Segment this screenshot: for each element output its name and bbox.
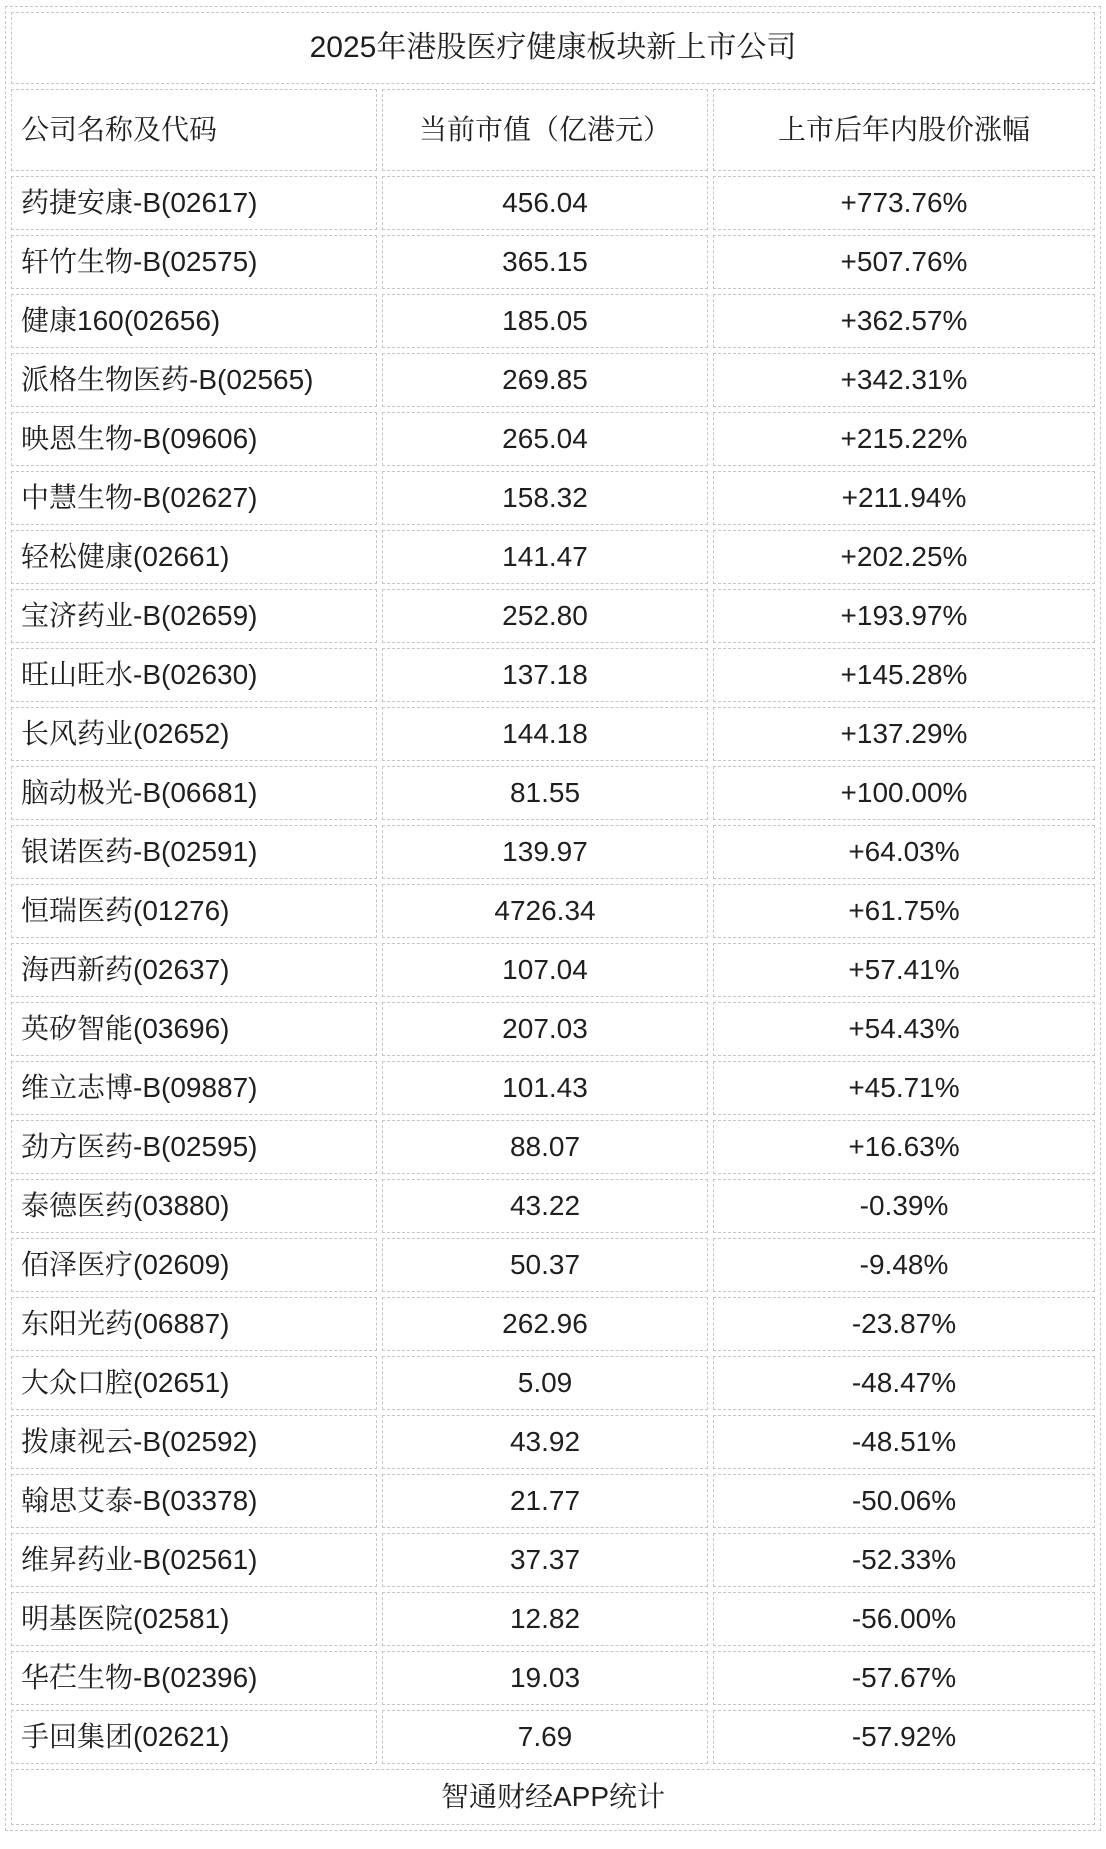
- price-change-cell: +57.41%: [713, 943, 1095, 997]
- table-head: [11, 12, 1095, 171]
- market-cap-cell: 144.18: [382, 707, 708, 761]
- market-cap-cell: 139.97: [382, 825, 708, 879]
- price-change-cell: +16.63%: [713, 1120, 1095, 1174]
- table-foot: [11, 1769, 1095, 1825]
- market-cap-cell: 141.47: [382, 530, 708, 584]
- table-row: [11, 1002, 1095, 1056]
- price-change-cell: +54.43%: [713, 1002, 1095, 1056]
- header-row: [11, 89, 1095, 171]
- market-cap-cell: 262.96: [382, 1297, 708, 1351]
- table-row: [11, 1297, 1095, 1351]
- company-name-cell: 轻松健康(02661): [11, 530, 377, 584]
- company-name-cell: 药捷安康-B(02617): [11, 176, 377, 230]
- table-row: [11, 884, 1095, 938]
- source-attribution: 智通财经APP统计: [11, 1769, 1095, 1825]
- table-row: [11, 530, 1095, 584]
- price-change-cell: -56.00%: [713, 1592, 1095, 1646]
- company-name-cell: 银诺医药-B(02591): [11, 825, 377, 879]
- company-name-cell: 大众口腔(02651): [11, 1356, 377, 1410]
- company-name-cell: 中慧生物-B(02627): [11, 471, 377, 525]
- price-change-cell: +45.71%: [713, 1061, 1095, 1115]
- table-row: [11, 1533, 1095, 1587]
- table-row: [11, 1710, 1095, 1764]
- market-cap-cell: 269.85: [382, 353, 708, 407]
- table-row: [11, 1415, 1095, 1469]
- company-name-cell: 拨康视云-B(02592): [11, 1415, 377, 1469]
- table-row: [11, 353, 1095, 407]
- company-name-cell: 泰德医药(03880): [11, 1179, 377, 1233]
- company-name-cell: 健康160(02656): [11, 294, 377, 348]
- market-cap-cell: 456.04: [382, 176, 708, 230]
- table-row: [11, 943, 1095, 997]
- title-row: [11, 12, 1095, 84]
- table-row: [11, 1651, 1095, 1705]
- company-name-cell: 明基医院(02581): [11, 1592, 377, 1646]
- table-title: 2025年港股医疗健康板块新上市公司: [11, 12, 1095, 84]
- market-cap-cell: 43.92: [382, 1415, 708, 1469]
- price-change-cell: +507.76%: [713, 235, 1095, 289]
- company-name-cell: 恒瑞医药(01276): [11, 884, 377, 938]
- company-name-cell: 东阳光药(06887): [11, 1297, 377, 1351]
- market-cap-cell: 158.32: [382, 471, 708, 525]
- column-header-company: 公司名称及代码: [11, 89, 377, 171]
- market-cap-cell: 37.37: [382, 1533, 708, 1587]
- market-cap-cell: 185.05: [382, 294, 708, 348]
- market-cap-cell: 81.55: [382, 766, 708, 820]
- column-header-change: 上市后年内股价涨幅: [713, 89, 1095, 171]
- market-cap-cell: 252.80: [382, 589, 708, 643]
- company-name-cell: 脑动极光-B(06681): [11, 766, 377, 820]
- market-cap-cell: 19.03: [382, 1651, 708, 1705]
- table-row: [11, 176, 1095, 230]
- price-change-cell: +215.22%: [713, 412, 1095, 466]
- new-listings-table: [5, 6, 1101, 1831]
- price-change-cell: -57.67%: [713, 1651, 1095, 1705]
- company-name-cell: 旺山旺水-B(02630): [11, 648, 377, 702]
- market-cap-cell: 50.37: [382, 1238, 708, 1292]
- company-name-cell: 劲方医药-B(02595): [11, 1120, 377, 1174]
- table-body: [11, 176, 1095, 1764]
- table-row: [11, 1238, 1095, 1292]
- market-cap-cell: 12.82: [382, 1592, 708, 1646]
- table-row: [11, 412, 1095, 466]
- company-name-cell: 华芢生物-B(02396): [11, 1651, 377, 1705]
- price-change-cell: +342.31%: [713, 353, 1095, 407]
- market-cap-cell: 43.22: [382, 1179, 708, 1233]
- table-row: [11, 589, 1095, 643]
- price-change-cell: +211.94%: [713, 471, 1095, 525]
- company-name-cell: 维立志博-B(09887): [11, 1061, 377, 1115]
- table-row: [11, 1474, 1095, 1528]
- table-row: [11, 825, 1095, 879]
- market-cap-cell: 88.07: [382, 1120, 708, 1174]
- price-change-cell: +202.25%: [713, 530, 1095, 584]
- market-cap-cell: 7.69: [382, 1710, 708, 1764]
- market-cap-cell: 4726.34: [382, 884, 708, 938]
- table-row: [11, 1120, 1095, 1174]
- company-name-cell: 翰思艾泰-B(03378): [11, 1474, 377, 1528]
- footer-row: [11, 1769, 1095, 1825]
- table-row: [11, 766, 1095, 820]
- price-change-cell: -48.51%: [713, 1415, 1095, 1469]
- price-change-cell: +773.76%: [713, 176, 1095, 230]
- price-change-cell: +100.00%: [713, 766, 1095, 820]
- market-cap-cell: 207.03: [382, 1002, 708, 1056]
- company-name-cell: 宝济药业-B(02659): [11, 589, 377, 643]
- table-row: [11, 235, 1095, 289]
- company-name-cell: 佰泽医疗(02609): [11, 1238, 377, 1292]
- table-row: [11, 1061, 1095, 1115]
- price-change-cell: -9.48%: [713, 1238, 1095, 1292]
- price-change-cell: +362.57%: [713, 294, 1095, 348]
- market-cap-cell: 265.04: [382, 412, 708, 466]
- market-cap-cell: 137.18: [382, 648, 708, 702]
- market-cap-cell: 365.15: [382, 235, 708, 289]
- column-header-market-cap: 当前市值（亿港元）: [382, 89, 708, 171]
- market-cap-cell: 5.09: [382, 1356, 708, 1410]
- table-row: [11, 471, 1095, 525]
- company-name-cell: 长风药业(02652): [11, 707, 377, 761]
- price-change-cell: -0.39%: [713, 1179, 1095, 1233]
- table-row: [11, 707, 1095, 761]
- company-name-cell: 维昇药业-B(02561): [11, 1533, 377, 1587]
- price-change-cell: -57.92%: [713, 1710, 1095, 1764]
- table-row: [11, 648, 1095, 702]
- price-change-cell: +64.03%: [713, 825, 1095, 879]
- company-name-cell: 英矽智能(03696): [11, 1002, 377, 1056]
- company-name-cell: 映恩生物-B(09606): [11, 412, 377, 466]
- market-cap-cell: 107.04: [382, 943, 708, 997]
- company-name-cell: 轩竹生物-B(02575): [11, 235, 377, 289]
- company-name-cell: 派格生物医药-B(02565): [11, 353, 377, 407]
- price-change-cell: -50.06%: [713, 1474, 1095, 1528]
- table-row: [11, 1592, 1095, 1646]
- price-change-cell: +193.97%: [713, 589, 1095, 643]
- table-row: [11, 1179, 1095, 1233]
- market-cap-cell: 101.43: [382, 1061, 708, 1115]
- price-change-cell: -23.87%: [713, 1297, 1095, 1351]
- price-change-cell: -48.47%: [713, 1356, 1095, 1410]
- price-change-cell: -52.33%: [713, 1533, 1095, 1587]
- company-name-cell: 手回集团(02621): [11, 1710, 377, 1764]
- table-row: [11, 1356, 1095, 1410]
- price-change-cell: +137.29%: [713, 707, 1095, 761]
- price-change-cell: +61.75%: [713, 884, 1095, 938]
- market-cap-cell: 21.77: [382, 1474, 708, 1528]
- company-name-cell: 海西新药(02637): [11, 943, 377, 997]
- price-change-cell: +145.28%: [713, 648, 1095, 702]
- table-row: [11, 294, 1095, 348]
